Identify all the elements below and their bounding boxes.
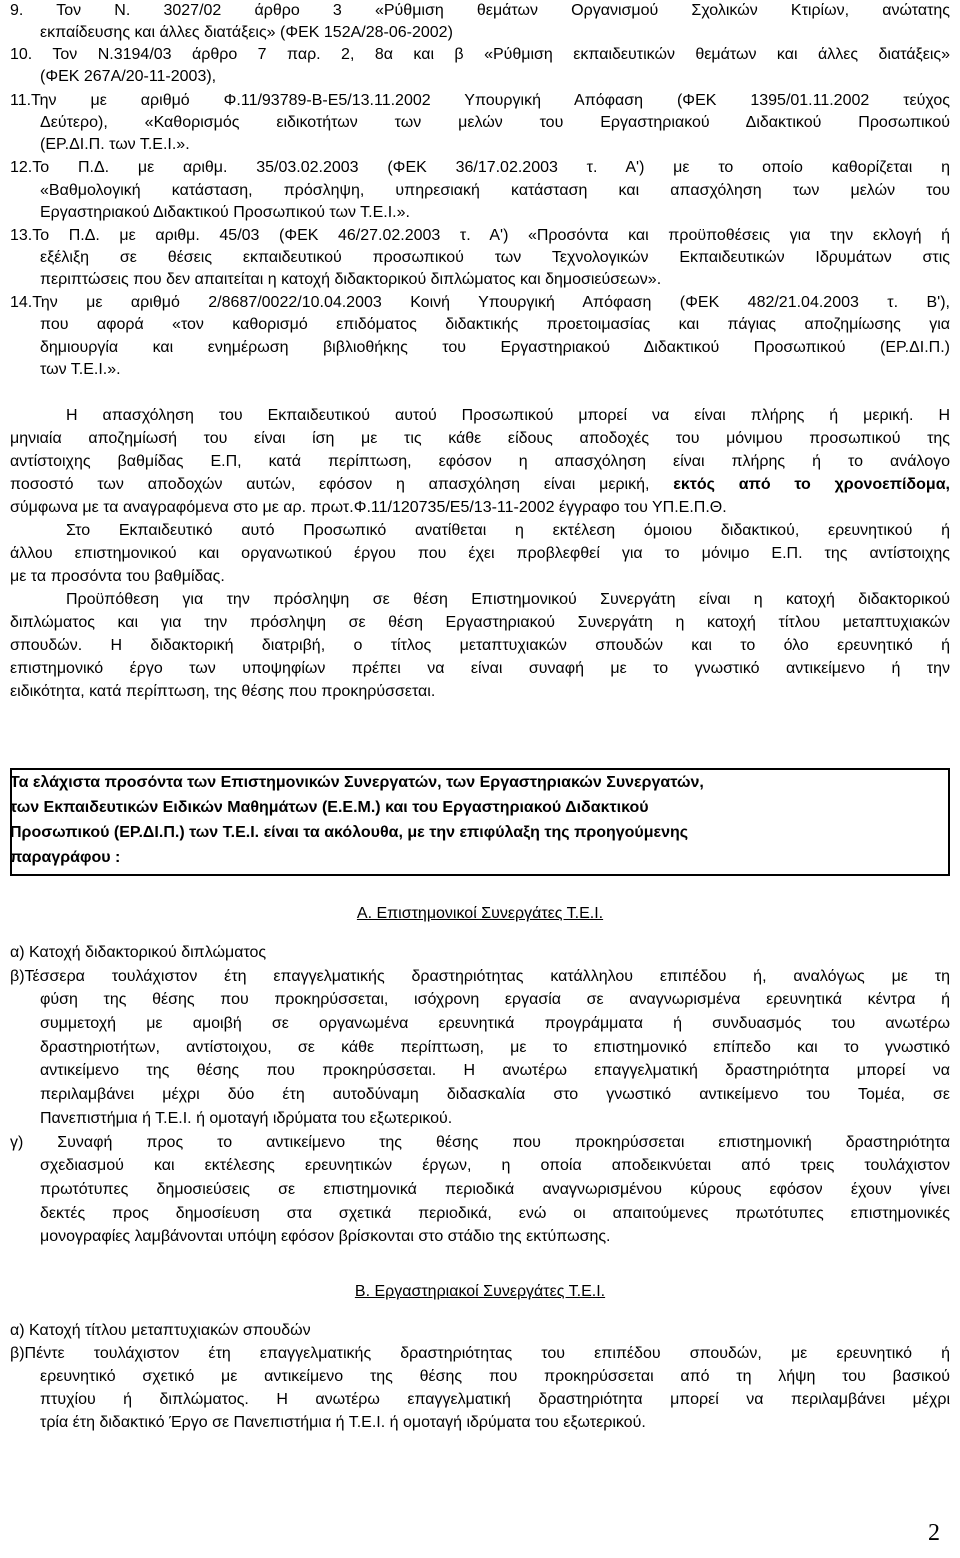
box-line: Προσωπικού (ΕΡ.ΔΙ.Π.) των Τ.Ε.Ι. είναι τα ακόλουθα, με την επιφύλαξη της προηγούμενης (10, 824, 689, 841)
list-item-a: α) Κατοχή τίτλου μεταπτυχιακών σπουδών (10, 1322, 311, 1339)
list-item-14-cont: που αφορά «τον καθορισμό επιδόματος διδακτικής προετοιμασίας και πάγιας αποζημίωσης για (40, 316, 950, 333)
list-item-b-cont: αντικείμενο της θέσης που προκηρύσσεται. Η ανωτέρω επαγγελματική δραστηριότητα μπορεί να (40, 1062, 950, 1079)
list-item-11: 11.Την με αριθμό Φ.11/93789-Β-Ε5/13.11.2002 Υπουργική Απόφαση (ΦΕΚ 1395/01.11.2002 τεύχος (10, 92, 950, 109)
list-item-9-cont: εκπαίδευσης και άλλες διατάξεις» (ΦΕΚ 152Α/28-06-2002) (40, 24, 453, 41)
bold-emphasis: εκτός από το χρονοεπίδομα, (673, 476, 950, 493)
paragraph-line: Η απασχόληση του Εκπαιδευτικού αυτού Προσωπικού μπορεί να είναι πλήρης ή μερική. Η (66, 407, 950, 424)
box-line: των Εκπαιδευτικών Ειδικών Μαθημάτων (Ε.Ε.Μ.) και του Εργαστηριακού Διδακτικού (10, 799, 649, 816)
list-item-12-cont: Εργαστηριακού Διδακτικού Προσωπικού των Τ.Ε.Ι.». (40, 204, 410, 221)
list-item-c-cont: μονογραφίες λαμβάνονται υπόψη εφόσον βρίσκονται στο στάδιο της εκτύπωσης. (40, 1228, 611, 1245)
list-item-10: 10. Τον Ν.3194/03 άρθρο 7 παρ. 2, 8α και β «Ρύθμιση εκπαιδευτικών θεμάτων και άλλες διατάξεις» (10, 46, 950, 63)
section-heading-a: Α. Επιστημονικοί Συνεργάτες Τ.Ε.Ι. (356, 905, 604, 922)
list-item-9: 9. Τον Ν. 3027/02 άρθρο 3 «Ρύθμιση θεμάτων Οργανισμού Σχολικών Κτιρίων, ανώτατης (10, 2, 950, 19)
list-item-b-cont: φύση της θέσης που προκηρύσσεται, ισόχρονη εργασία σε αναγνωρισμένα ερευνητικά κέντρα ή (40, 991, 950, 1008)
list-item-13-cont: περιπτώσεις που δεν απαιτείται η κατοχή διδακτορικού διπλώματος και δημοσιεύσεων». (40, 271, 662, 288)
paragraph-line: άλλου επιστημονικού και οργανωτικού έργου που έχει προβλεφθεί για το μόνιμο Ε.Π. της αντίστοιχης (10, 545, 950, 562)
paragraph-line: αντίστοιχης βαθμίδας Ε.Π, κατά περίπτωση, εφόσον η απασχόληση είναι πλήρης ή το ανάλογο (10, 453, 950, 470)
list-item-b: β)Τέσσερα τουλάχιστον έτη επαγγελματικής δραστηριότητας κατάλληλου επιπέδου ή, αναλόγως με τη (10, 968, 950, 985)
paragraph-line: σπουδών. Η διδακτορική διατριβή, ο τίτλος μεταπτυχιακών σπουδών και το όλο ερευνητικό ή (10, 637, 950, 654)
list-item-14: 14.Την με αριθμό 2/8687/0022/10.04.2003 Κοινή Υπουργική Απόφαση (ΦΕΚ 482/21.04.2003 τ. Β'), (10, 294, 950, 311)
paragraph-line: μηνιαία αποζημίωσή του είναι ίση με τις κάθε είδους αποδοχές του μόνιμου προσωπικού της (10, 430, 950, 447)
box-line: Τα ελάχιστα προσόντα των Επιστημονικών Συνεργατών, των Εργαστηριακών Συνεργατών, (10, 774, 704, 791)
page-number: 2 (928, 1520, 940, 1546)
list-item-13-cont: εξέλιξη σε θέσεις εκπαιδευτικού προσωπικού των Τεχνολογικών Εκπαιδευτικών Ιδρυμάτων στις (40, 249, 950, 266)
list-item-c-cont: δεκτές προς δημοσίευση στα σχετικά περιοδικά, ενώ οι απαιτούμενες πρωτότυπες επιστημονικές (40, 1205, 950, 1222)
list-item-b-cont: δραστηριοτήτων, αντίστοιχου, σε κάθε περίπτωση, με το επιστημονικό επίπεδο και το γνωστικό (40, 1039, 950, 1056)
paragraph-line: επιστημονικό έργο των υποψηφίων πρέπει να είναι συναφή με το γνωστικό αντικείμενο ή την (10, 660, 950, 677)
list-item-c: γ) Συναφή προς το αντικείμενο της θέσης που προκηρύσσεται επιστημονική δραστηριότητα (10, 1134, 950, 1151)
paragraph-line: σύμφωνα με τα αναγραφόμενα στο με αρ. πρωτ.Φ.11/120735/Ε5/13-11-2002 έγγραφο του ΥΠ.Ε.Π.Θ. (10, 499, 727, 516)
paragraph-line (10, 474, 950, 496)
paragraph-line: ειδικότητα, κατά περίπτωση, της θέσης που προκηρύσσεται. (10, 683, 436, 700)
list-item-11-cont: (ΕΡ.ΔΙ.Π. των Τ.Ε.Ι.». (40, 136, 190, 153)
list-item-14-cont: των Τ.Ε.Ι.». (40, 361, 121, 378)
list-item-b-cont: ερευνητικό σχετικό με αντικείμενο της θέσης που προκηρύσσεται από τη λήψη του βασικού (40, 1368, 950, 1385)
list-item-b: β)Πέντε τουλάχιστον έτη επαγγελματικής δραστηριότητας του επιπέδου σπουδών, με ερευνητικό ή (10, 1345, 950, 1362)
list-item-b-cont: πτυχίου ή διπλώματος. Η ανωτέρω επαγγελματική δραστηριότητα μπορεί να περιλαμβάνει μέχρι (40, 1391, 950, 1408)
paragraph-line: Στο Εκπαιδευτικό αυτό Προσωπικό ανατίθεται η εκτέλεση όμοιου διδακτικού, ερευνητικού ή (66, 522, 950, 539)
list-item-b-cont: περιλαμβάνει μέχρι δύο έτη αυτοδύναμη διδασκαλία στο γνωστικό αντικείμενο του Τομέα, σε (40, 1086, 950, 1103)
paragraph-line: διπλώματος και για την πρόσληψη σε θέση Εργαστηριακού Συνεργάτη η κατοχή τίτλου μεταπτυχιακών (10, 614, 950, 631)
list-item-c-cont: σχεδιασμού και εκτέλεσης ερευνητικών έργων, η οποία αποδεικνύεται από τρεις τουλάχιστον (40, 1157, 950, 1174)
list-item-12: 12.Το Π.Δ. με αριθμ. 35/03.02.2003 (ΦΕΚ 36/17.02.2003 τ. Α') με το οποίο καθορίζεται η (10, 159, 950, 176)
list-item-c-cont: πρωτότυπες δημοσιεύσεις σε επιστημονικά περιοδικά αναγνωρισμένου κύρους εφόσον έχουν γίνει (40, 1181, 950, 1198)
list-item-b-cont: συμμετοχή με αμοιβή σε οργανωμένα ερευνητικά προγράμματα ή συνδυασμός του ανωτέρω (40, 1015, 950, 1032)
paragraph-line: Προϋπόθεση για την πρόσληψη σε θέση Επιστημονικού Συνεργάτη είναι η κατοχή διδακτορικού (66, 591, 950, 608)
list-item-13: 13.Το Π.Δ. με αριθμ. 45/03 (ΦΕΚ 46/27.02.2003 τ. Α') «Προσόντα και προϋποθέσεις για την εκλογή ή (10, 227, 950, 244)
list-item-a: α) Κατοχή διδακτορικού διπλώματος (10, 944, 267, 961)
list-item-10-cont: (ΦΕΚ 267Α/20-11-2003), (40, 68, 217, 85)
list-item-14-cont: δημιουργία και ενημέρωση βιβλιοθήκης του Εργαστηριακού Διδακτικού Προσωπικού (ΕΡ.ΔΙ.Π.) (40, 339, 950, 356)
list-item-11-cont: Δεύτερο), «Καθορισμός ειδικοτήτων των μελών του Εργαστηριακού Διδακτικού Προσωπικού (40, 114, 950, 131)
paragraph-line: με τα προσόντα του βαθμίδας. (10, 568, 225, 585)
list-item-b-cont: Πανεπιστήμια ή Τ.Ε.Ι. ή ομοταγή ιδρύματα του εξωτερικού. (40, 1110, 453, 1127)
box-line: παραγράφου : (10, 849, 121, 866)
paragraph-text: ποσοστό των αποδοχών αυτών, εφόσον η απασχόληση είναι μερική, (10, 476, 650, 493)
section-heading-b: Β. Εργαστηριακοί Συνεργάτες Τ.Ε.Ι. (354, 1283, 606, 1300)
list-item-b-cont: τρία έτη διδακτικό Έργο σε Πανεπιστήμια ή Τ.Ε.Ι. ή ομοταγή ιδρύματα του εξωτερικού. (40, 1414, 646, 1431)
list-item-12-cont: «Βαθμολογική κατάσταση, πρόσληψη, υπηρεσιακή κατάσταση και απασχόληση των μελών του (40, 182, 950, 199)
